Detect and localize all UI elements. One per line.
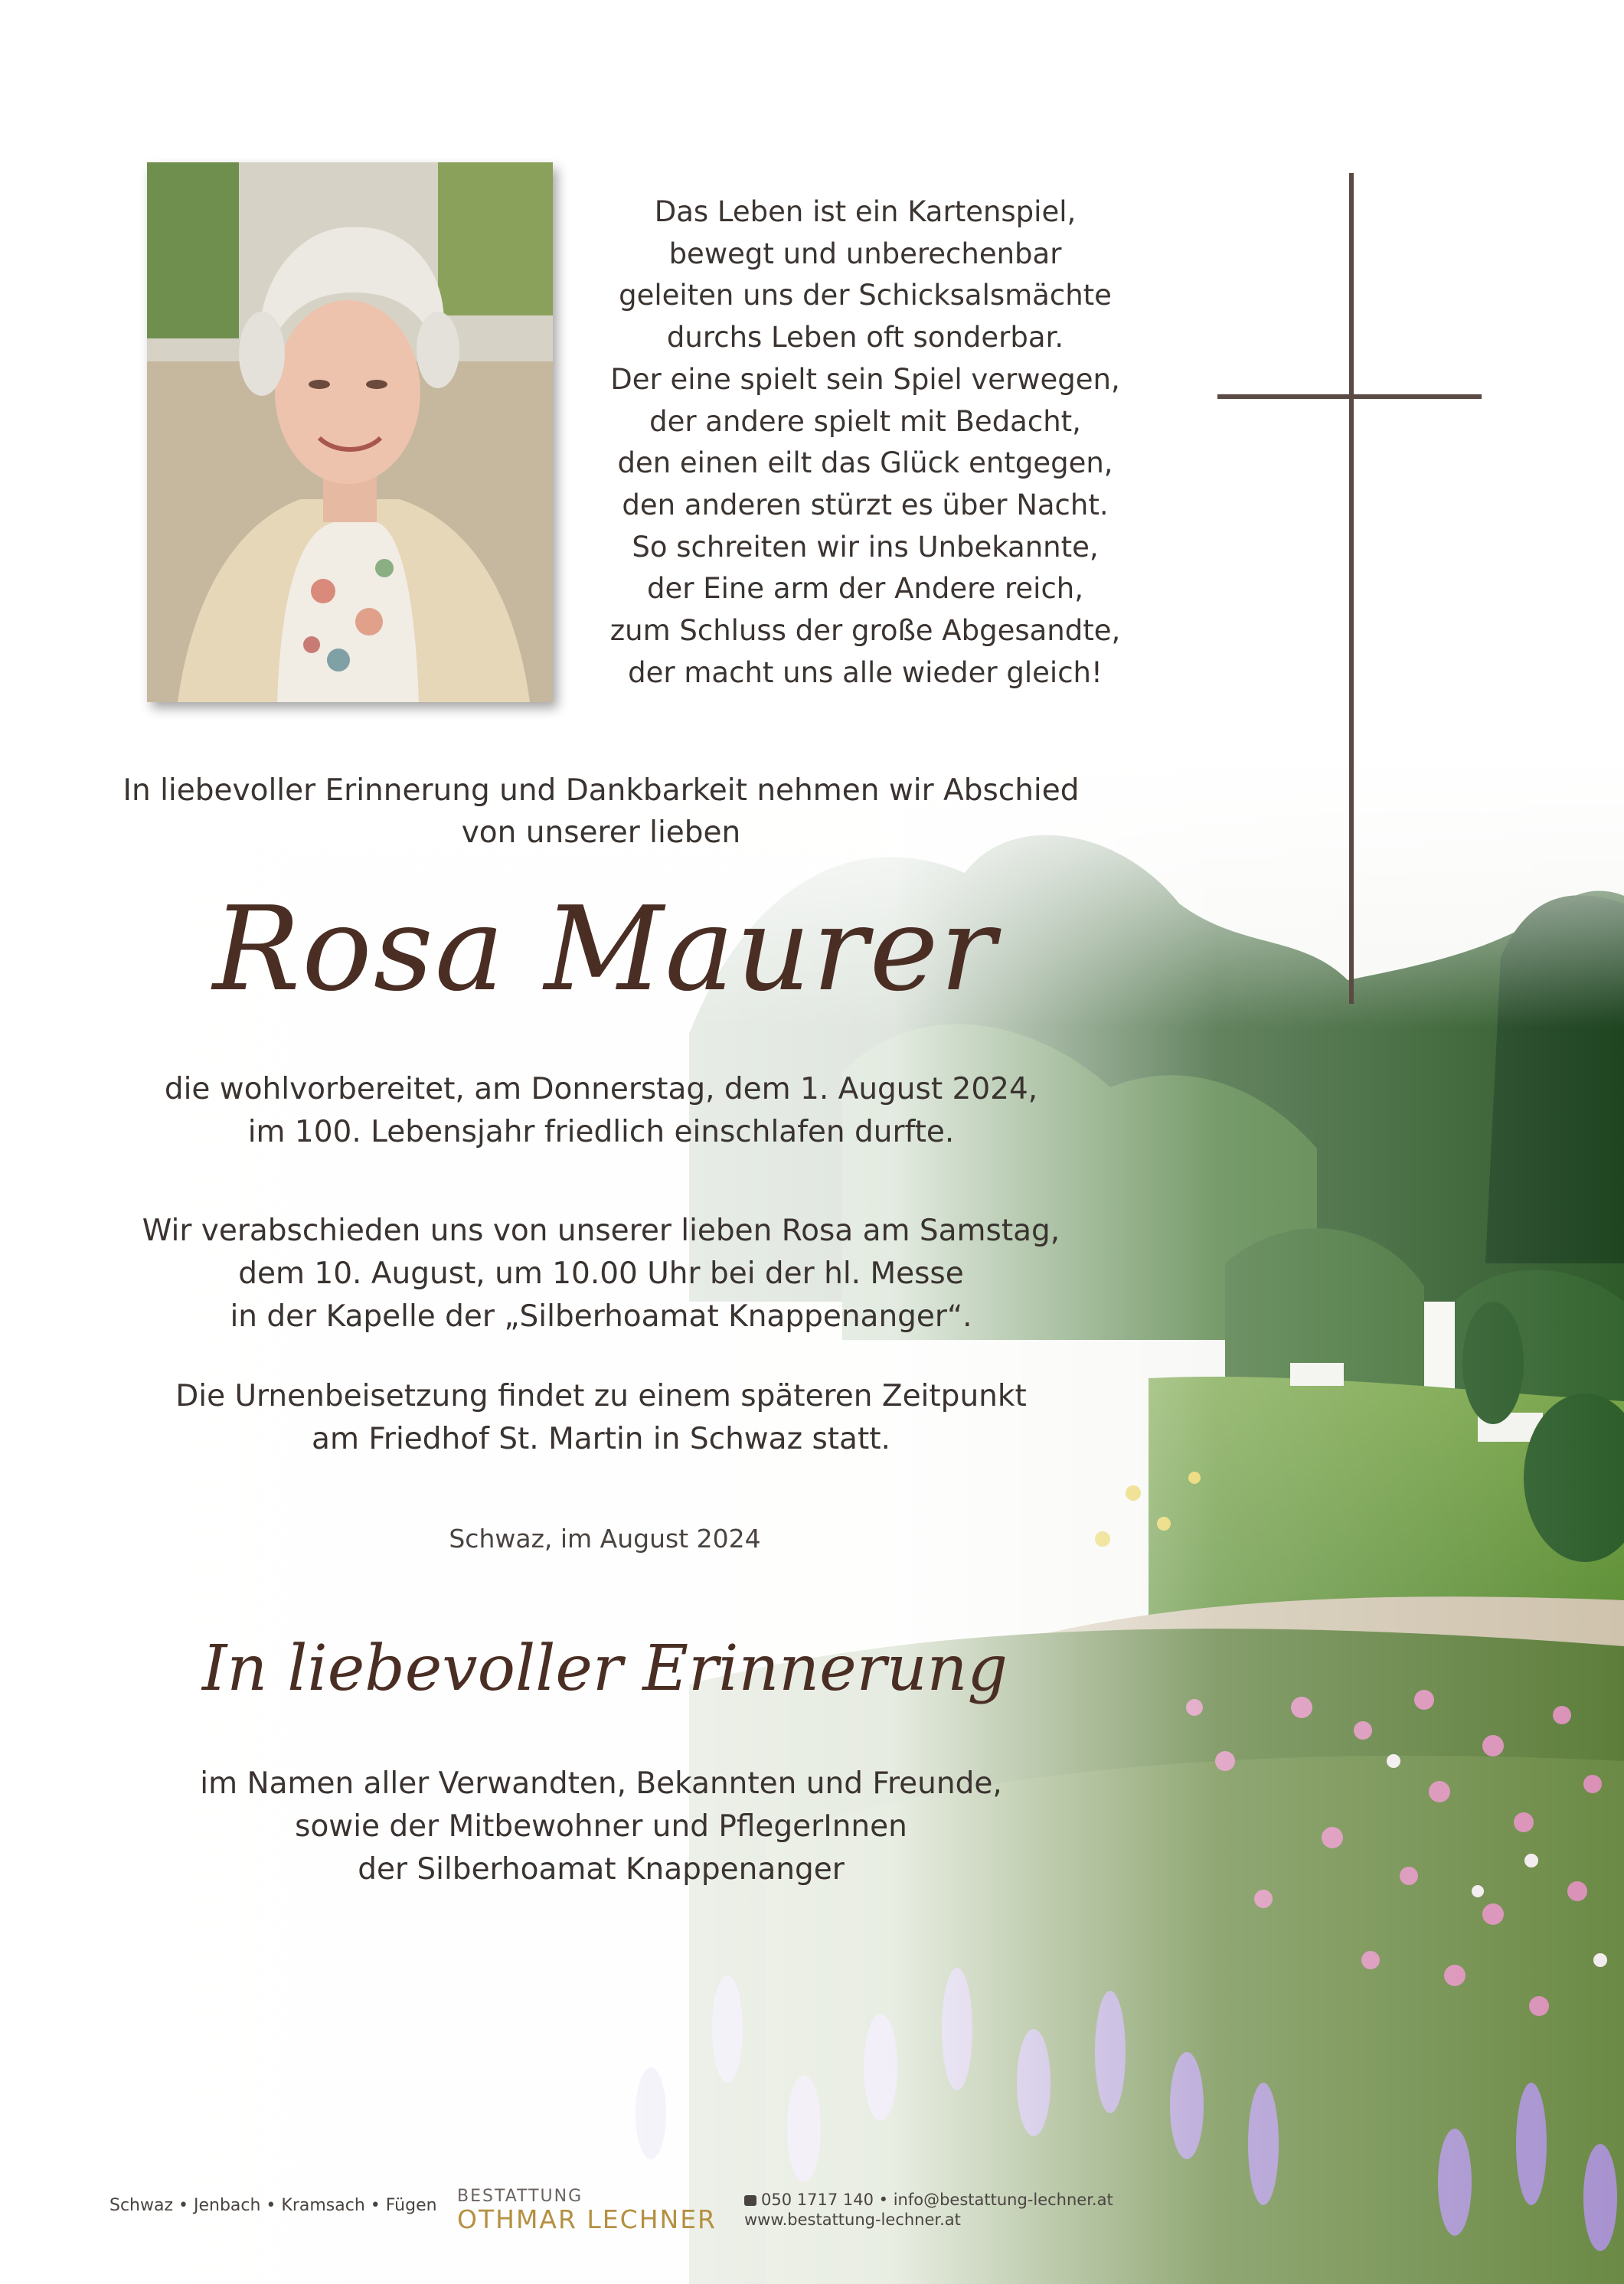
family-line: der Silberhoamat Knappenanger xyxy=(358,1852,845,1887)
intro-text xyxy=(84,770,1118,854)
poem-line: durchs Leben oft sonderbar. xyxy=(666,321,1064,355)
burial-text xyxy=(84,1375,1118,1461)
farewell-text xyxy=(84,1210,1118,1338)
intro-line: von unserer lieben xyxy=(461,815,741,850)
funeral-home-logo xyxy=(457,2188,717,2233)
deceased-name: Rosa Maurer xyxy=(212,881,998,1017)
poem-line: den einen eilt das Glück entgegen, xyxy=(617,446,1113,480)
contact-website[interactable]: www.bestattung-lechner.at xyxy=(744,2210,961,2229)
family-line: im Namen aller Verwandten, Bekannten und Freunde, xyxy=(200,1766,1002,1801)
poem-line: geleiten uns der Schicksalsmächte xyxy=(619,279,1112,312)
portrait-image xyxy=(147,162,553,702)
passing-line: im 100. Lebensjahr friedlich einschlafen durfte. xyxy=(247,1115,955,1149)
poem-line: der andere spielt mit Bedacht, xyxy=(649,404,1081,438)
brand-label: BESTATTUNG xyxy=(457,2187,583,2206)
family-text xyxy=(84,1763,1118,1891)
farewell-line: dem 10. August, um 10.00 Uhr bei der hl. Messe xyxy=(238,1256,964,1291)
footer-contact xyxy=(744,2190,1113,2230)
passing-text xyxy=(84,1068,1118,1154)
phone-icon xyxy=(744,2195,756,2206)
poem xyxy=(605,191,1126,694)
poem-line: Das Leben ist ein Kartenspiel, xyxy=(654,195,1077,228)
poem-line: der macht uns alle wieder gleich! xyxy=(628,655,1103,689)
poem-line: Der eine spielt sein Spiel verwegen, xyxy=(610,362,1120,396)
poem-line: bewegt und unberechenbar xyxy=(668,237,1062,270)
burial-line: Die Urnenbeisetzung findet zu einem späteren Zeitpunkt xyxy=(175,1379,1027,1413)
contact-phone-email[interactable]: 050 1717 140 • info@bestattung-lechner.at xyxy=(761,2191,1113,2209)
brand-name: OTHMAR LECHNER xyxy=(457,2204,717,2234)
farewell-line: Wir verabschieden uns von unserer lieben Rosa am Samstag, xyxy=(142,1214,1060,1248)
passing-line: die wohlvorbereitet, am Donnerstag, dem 1. August 2024, xyxy=(164,1072,1038,1106)
place-date: Schwaz, im August 2024 xyxy=(449,1524,761,1554)
footer-locations: Schwaz • Jenbach • Kramsach • Fügen xyxy=(109,2196,437,2215)
family-line: sowie der Mitbewohner und PflegerInnen xyxy=(295,1809,907,1844)
farewell-line: in der Kapelle der „Silberhoamat Knappenanger“. xyxy=(230,1299,972,1334)
cross-horizontal-bar xyxy=(1217,394,1482,399)
poem-line: den anderen stürzt es über Nacht. xyxy=(622,488,1109,521)
remembrance-heading: In liebevoller Erinnerung xyxy=(202,1632,1008,1705)
poem-line: So schreiten wir ins Unbekannte, xyxy=(632,530,1099,564)
burial-line: am Friedhof St. Martin in Schwaz statt. xyxy=(312,1422,890,1456)
poem-line: zum Schluss der große Abgesandte, xyxy=(609,614,1121,648)
poem-line: der Eine arm der Andere reich, xyxy=(646,572,1084,606)
cross-vertical-bar xyxy=(1349,173,1354,1004)
intro-line: In liebevoller Erinnerung und Dankbarkeit nehmen wir Abschied xyxy=(123,773,1080,808)
portrait-photo xyxy=(147,162,553,702)
